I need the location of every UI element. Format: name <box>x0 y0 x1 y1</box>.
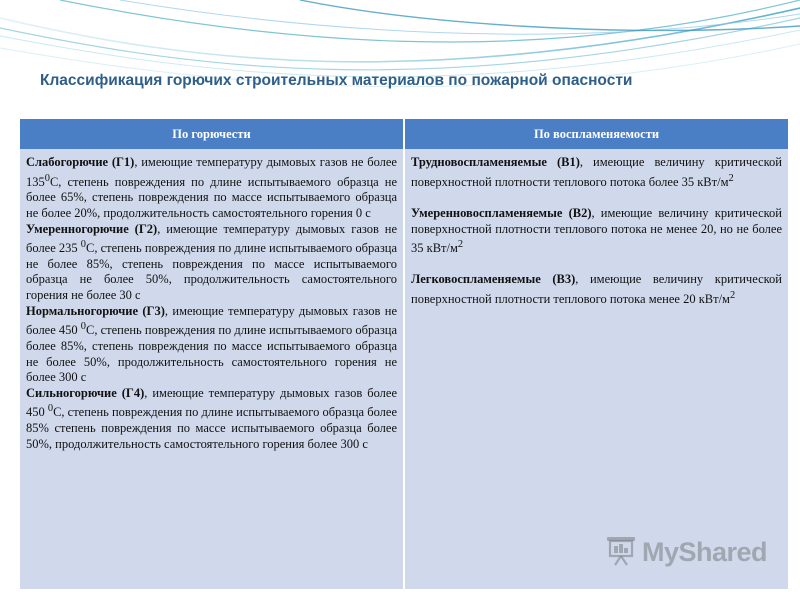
item-name: Умеренновоспламеняемые (В2) <box>411 205 592 220</box>
ignitability-cell <box>404 149 788 589</box>
classification-table <box>20 119 788 589</box>
ignitability-item-v2 <box>411 206 782 257</box>
decorative-wave-lines <box>0 0 800 110</box>
ignitability-item-v1 <box>411 155 782 190</box>
slide-title: Классификация горючих строительных материалов по пожарной опасности <box>40 72 633 89</box>
flammability-item-g4 <box>26 386 397 453</box>
degree-superscript: 0 <box>47 403 54 415</box>
watermark-text: MyShared <box>642 536 768 567</box>
table-row <box>20 149 788 589</box>
item-text: С, степень повреждения по длине испытываемого образца не более 65%, степень повреждения по массе испытываемого образца не более 20%, продолжительность самостоятельного горения 0 с <box>26 174 397 220</box>
flammability-item-g2 <box>26 222 397 304</box>
classification-table-container <box>20 119 788 589</box>
item-name: Легковоспламеняемые (В3) <box>411 272 576 287</box>
item-name: Умеренногорючие (Г2) <box>26 221 158 236</box>
item-name: Трудновоспламеняемые (В1) <box>411 155 580 169</box>
item-text: С, степень повреждения по длине испытываемого образца более 85% степень повреждения по массе испытываемого образца более 50%, продолжительность самостоятельного горения более 300 с <box>26 405 397 451</box>
spacer <box>411 190 782 206</box>
square-superscript: 2 <box>457 239 464 251</box>
watermark <box>606 534 766 570</box>
square-superscript: 2 <box>728 172 734 184</box>
item-text: , имеющие температуру дымовых газов не более 135 <box>26 155 397 189</box>
item-name: Нормальногорючие (Г3) <box>26 303 165 318</box>
item-name: Сильногорючие (Г4) <box>26 385 145 400</box>
flammability-item-g3 <box>26 304 397 386</box>
header-ignitability: По воспламеняемости <box>404 119 788 149</box>
item-text: , имеющие температуру дымовых газов не более 450 <box>26 303 398 338</box>
table-header-row <box>20 119 788 149</box>
item-text: , имеющие величину критической поверхностной плотности теплового потока менее 20 кВт/м <box>411 272 782 307</box>
item-text: , имеющие величину критической поверхностной плотности теплового потока более 35 кВт/м <box>411 155 782 189</box>
item-text: С, степень повреждения по длине испытываемого образца более 85%, степень повреждения по массе испытываемого образца не более 50%, продолжительность самостоятельного горения не более 300 с <box>26 323 397 385</box>
projector-screen-icon <box>606 534 636 571</box>
ignitability-item-v3 <box>411 272 782 307</box>
square-superscript: 2 <box>729 290 736 302</box>
degree-superscript: 0 <box>80 239 86 251</box>
item-text: , имеющие температуру дымовых газов не более 235 <box>26 221 397 256</box>
degree-superscript: 0 <box>80 321 86 333</box>
item-text: С, степень повреждения по длине испытываемого образца не более 85%, степень повреждения по массе испытываемого образца не более 50%, продолжительность самостоятельного горения не более 30 с <box>26 241 397 303</box>
item-text: , имеющие температуру дымовых газов более 450 <box>26 385 397 420</box>
flammability-cell <box>20 149 404 589</box>
header-flammability: По горючести <box>20 119 404 149</box>
item-text: , имеющие величину критической поверхностной плотности теплового потока не менее 20, но не более 35 кВт/м <box>411 205 782 256</box>
item-name: Слабогорючие (Г1) <box>26 155 135 169</box>
flammability-item-g1 <box>26 155 397 222</box>
degree-superscript: 0 <box>44 172 50 184</box>
spacer <box>411 257 782 273</box>
